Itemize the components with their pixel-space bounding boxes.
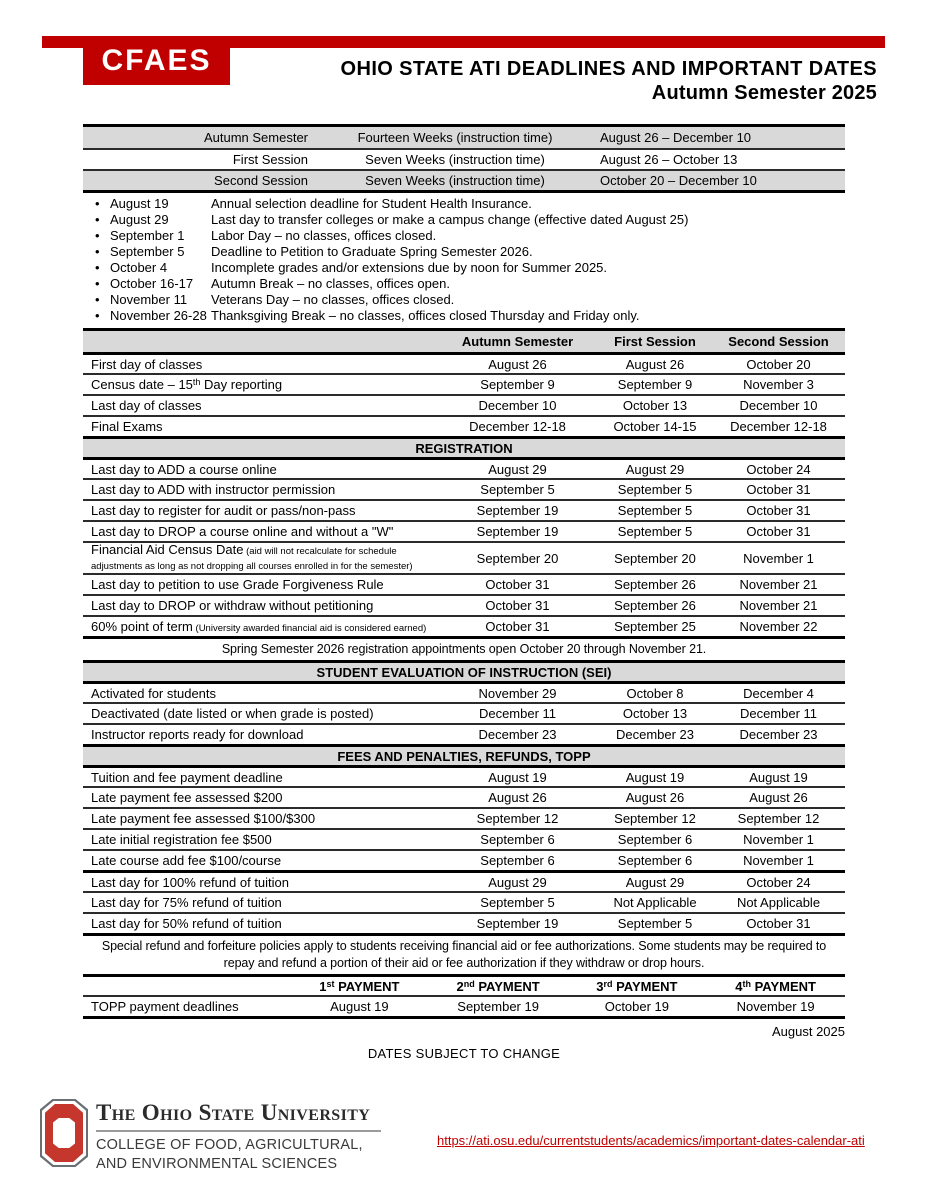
session-name: Second Session <box>214 173 308 188</box>
block-o-icon <box>40 1099 88 1167</box>
cell-value: September 20 <box>614 550 696 566</box>
table-row <box>83 849 845 870</box>
cell-value: September 5 <box>617 524 693 539</box>
session-length: Seven Weeks (instruction time) <box>365 173 545 188</box>
table-row <box>83 520 845 541</box>
key-date-item <box>95 228 845 244</box>
row-label: Late initial registration fee $500 <box>91 832 272 847</box>
row-label: Instructor reports ready for download <box>91 727 304 742</box>
table-row <box>83 828 845 849</box>
session-row <box>83 148 845 169</box>
cell-value: December 23 <box>739 727 818 742</box>
cell-value: October 31 <box>485 598 550 613</box>
key-date: September 1 <box>110 228 185 243</box>
table-row <box>83 870 845 891</box>
ordinal-superscript: nd <box>463 978 475 989</box>
note-line: repay and refund a portion of their aid or fee authorization if they withdraw or drop hours. <box>223 956 705 970</box>
cell-value: September 5 <box>480 482 555 497</box>
cell-value: August 29 <box>625 461 685 477</box>
row-label: Last day to ADD with instructor permission <box>91 482 336 497</box>
row-label: Last day to DROP a course online and without a "W" <box>91 524 394 539</box>
cell-value: October 31 <box>485 577 550 592</box>
cell-value: October 19 <box>604 999 670 1014</box>
cell-value: December 23 <box>478 727 557 742</box>
table-note-row <box>83 933 845 974</box>
cell-value: October 8 <box>626 685 684 701</box>
cell-value: November 29 <box>478 685 557 701</box>
table-row <box>83 786 845 807</box>
bullet-icon: • <box>95 260 100 275</box>
key-dates-list <box>95 196 845 324</box>
wordmark-divider <box>96 1130 381 1132</box>
ordinal-superscript: th <box>742 978 751 989</box>
row-label: Late payment fee assessed $200 <box>91 790 283 805</box>
cell-value: September 26 <box>614 577 696 592</box>
key-date-item <box>95 276 845 292</box>
cfaes-logo-text: CFAES <box>101 43 212 77</box>
cell-value: August 29 <box>488 461 547 477</box>
row-label: Final Exams <box>91 419 163 434</box>
table-row <box>83 995 845 1016</box>
payment-column-header: 2nd PAYMENT <box>456 978 540 994</box>
row-label-fine-print: (aid will not recalculate for schedule adjustments as long as not dropping all courses enrolled in for the semester) <box>91 546 413 572</box>
section-header-row: STUDENT EVALUATION OF INSTRUCTION (SEI) <box>83 660 845 681</box>
column-header: Second Session <box>728 334 829 349</box>
key-date: November 11 <box>110 292 188 307</box>
table-row <box>83 373 845 394</box>
key-date-item <box>95 308 845 324</box>
cell-value: September 19 <box>476 503 559 518</box>
cell-value: December 12-18 <box>730 419 827 434</box>
cell-value: November 3 <box>743 377 814 392</box>
bullet-icon: • <box>95 308 100 323</box>
table-row <box>83 807 845 828</box>
cell-value: September 25 <box>614 619 696 634</box>
key-date: September 5 <box>110 244 185 259</box>
cell-value: October 31 <box>746 482 811 497</box>
cell-value: August 26 <box>488 790 547 805</box>
cell-value: August 19 <box>488 769 547 785</box>
table-row <box>83 594 845 615</box>
row-label: Census date – 15th Day reporting <box>91 377 283 392</box>
cell-value: December 10 <box>739 398 818 413</box>
cell-value: September 5 <box>617 482 693 497</box>
row-label: Last day for 50% refund of tuition <box>91 916 282 931</box>
row-label: Last day to petition to use Grade Forgiveness Rule <box>91 577 384 592</box>
row-label: Late course add fee $100/course <box>91 853 282 868</box>
cell-value: August 19 <box>625 769 685 785</box>
cell-value: August 19 <box>330 999 389 1014</box>
bullet-icon: • <box>95 228 100 243</box>
row-label: TOPP payment deadlines <box>91 999 239 1014</box>
cell-value: September 6 <box>617 853 693 868</box>
cell-value: September 9 <box>480 377 555 392</box>
cell-value: October 14-15 <box>613 419 697 434</box>
note-line: Spring Semester 2026 registration appointments open October 20 through November 21. <box>221 642 707 656</box>
key-date-description: Autumn Break – no classes, offices open. <box>211 276 450 291</box>
page-subtitle: Autumn Semester 2025 <box>651 82 877 104</box>
cell-value: December 10 <box>478 398 557 413</box>
column-header-row <box>83 331 845 352</box>
cell-value: August 26 <box>488 356 547 372</box>
payment-column-header: 3rd PAYMENT <box>596 978 678 994</box>
section-header-row: REGISTRATION <box>83 436 845 457</box>
table-row <box>83 573 845 594</box>
payment-header-row <box>83 974 845 995</box>
cell-value: December 23 <box>615 727 695 742</box>
cell-value: September 26 <box>614 598 696 613</box>
row-label: Activated for students <box>91 685 217 701</box>
key-date-description: Incomplete grades and/or extensions due by noon for Summer 2025. <box>211 260 608 275</box>
cell-value: November 1 <box>743 550 814 566</box>
key-date: August 19 <box>110 196 169 211</box>
table-row <box>83 891 845 912</box>
session-name: Autumn Semester <box>203 130 308 145</box>
row-label: Last day to DROP or withdraw without petitioning <box>91 598 374 613</box>
cell-value: September 5 <box>480 895 555 910</box>
key-date-item <box>95 292 845 308</box>
cell-value: September 19 <box>476 916 559 931</box>
cell-value: September 5 <box>617 916 693 931</box>
cell-value: August 26 <box>749 790 808 805</box>
table-row <box>83 723 845 744</box>
table-row <box>83 541 845 573</box>
cell-value: October 13 <box>622 398 688 413</box>
session-dates: October 20 – December 10 <box>600 173 757 188</box>
row-label: Financial Aid Census Date (aid will not recalculate for schedule adjustments as long as not dropping all courses enrolled in for the semester) <box>91 542 413 572</box>
row-label: Last day of classes <box>91 398 202 413</box>
cell-value: Not Applicable <box>613 895 697 910</box>
cell-value: August 29 <box>625 874 685 890</box>
issued-date: August 2025 <box>771 1024 845 1039</box>
page-content <box>83 124 845 1061</box>
row-label: Tuition and fee payment deadline <box>91 769 283 785</box>
cell-value: Not Applicable <box>736 895 821 910</box>
bullet-icon: • <box>95 244 100 259</box>
cell-value: September 12 <box>614 811 696 826</box>
cell-value: September 5 <box>617 503 693 518</box>
cell-value: September 6 <box>480 832 555 847</box>
cell-value: October 31 <box>485 619 550 634</box>
session-dates: August 26 – October 13 <box>600 152 738 167</box>
payment-column-header: 1st PAYMENT <box>319 978 400 994</box>
table-row <box>83 702 845 723</box>
cell-value: October 31 <box>746 916 811 931</box>
session-dates: August 26 – December 10 <box>600 130 752 145</box>
cell-value: November 21 <box>739 598 818 613</box>
session-row <box>83 127 845 148</box>
cell-value: December 11 <box>739 706 818 721</box>
column-header: Autumn Semester <box>461 334 574 349</box>
table-row <box>83 499 845 520</box>
payment-column-header: 4th PAYMENT <box>735 978 816 994</box>
table-row <box>83 352 845 373</box>
key-date: October 16-17 <box>110 276 194 291</box>
key-date-item <box>95 244 845 260</box>
cell-value: November 19 <box>736 999 815 1014</box>
college-name-line2: AND ENVIRONMENTAL SCIENCES <box>96 1156 338 1172</box>
table-note-row <box>83 636 845 660</box>
bullet-icon: • <box>95 212 100 227</box>
note-line: Special refund and forfeiture policies apply to students receiving financial aid or fee authorizations. Some students may be required to <box>101 939 827 953</box>
table-row <box>83 912 845 933</box>
calendar-link[interactable]: https://ati.osu.edu/currentstudents/academics/important-dates-calendar-ati <box>437 1133 865 1148</box>
row-label: Last day for 75% refund of tuition <box>91 895 282 910</box>
table-row <box>83 457 845 478</box>
column-header: First Session <box>614 334 696 349</box>
row-label: Late payment fee assessed $100/$300 <box>91 811 316 826</box>
college-name-line1: COLLEGE OF FOOD, AGRICULTURAL, <box>96 1137 363 1153</box>
row-label: Last day to register for audit or pass/non-pass <box>91 503 356 518</box>
row-label: Last day to ADD a course online <box>91 461 277 477</box>
bullet-icon: • <box>95 196 100 211</box>
key-date-description: Last day to transfer colleges or make a campus change (effective dated August 25) <box>211 212 689 227</box>
cell-value: October 31 <box>746 503 811 518</box>
session-length: Fourteen Weeks (instruction time) <box>357 130 553 145</box>
cell-value: November 1 <box>743 853 814 868</box>
university-wordmark <box>96 1100 416 1174</box>
table-row <box>83 765 845 786</box>
key-date: August 29 <box>110 212 169 227</box>
page-title: OHIO STATE ATI DEADLINES AND IMPORTANT DATES <box>340 58 877 80</box>
table-row <box>83 394 845 415</box>
row-label: Deactivated (date listed or when grade is posted) <box>91 706 374 721</box>
ordinal-superscript: rd <box>603 978 613 989</box>
table-row <box>83 681 845 702</box>
table-row <box>83 478 845 499</box>
deadlines-table <box>83 328 845 1019</box>
cell-value: December 11 <box>478 706 557 721</box>
bullet-icon: • <box>95 276 100 291</box>
bullet-icon: • <box>95 292 100 307</box>
cell-value: September 6 <box>617 832 693 847</box>
key-date-description: Thanksgiving Break – no classes, offices closed Thursday and Friday only. <box>211 308 640 323</box>
row-label: 60% point of term (University awarded financial aid is considered earned) <box>91 619 427 634</box>
row-label-fine-print: (University awarded financial aid is considered earned) <box>192 623 427 634</box>
ordinal-superscript: th <box>192 377 201 387</box>
session-row <box>83 169 845 190</box>
cell-value: October 31 <box>746 524 811 539</box>
cell-value: August 19 <box>749 769 808 785</box>
section-header-row: FEES AND PENALTIES, REFUNDS, TOPP <box>83 744 845 765</box>
cell-value: September 12 <box>476 811 559 826</box>
session-length: Seven Weeks (instruction time) <box>365 152 545 167</box>
university-name: The Ohio State University <box>96 1100 371 1125</box>
key-date-item <box>95 196 845 212</box>
key-date-description: Veterans Day – no classes, offices closed. <box>211 292 455 307</box>
key-date-description: Labor Day – no classes, offices closed. <box>211 228 437 243</box>
cell-value: August 26 <box>625 790 685 805</box>
cell-value: September 19 <box>476 524 559 539</box>
ordinal-superscript: st <box>326 978 335 989</box>
session-name: First Session <box>232 152 308 167</box>
row-label: Last day for 100% refund of tuition <box>91 874 290 890</box>
cell-value: December 12-18 <box>469 419 566 434</box>
key-date-description: Deadline to Petition to Graduate Spring Semester 2026. <box>211 244 533 259</box>
key-date: October 4 <box>110 260 168 275</box>
cell-value: August 29 <box>488 874 547 890</box>
subject-to-change-note: DATES SUBJECT TO CHANGE <box>367 1046 561 1061</box>
cell-value: September 12 <box>737 811 820 826</box>
cell-value: September 20 <box>476 550 559 566</box>
cell-value: September 19 <box>457 999 539 1014</box>
cfaes-logo <box>83 36 230 85</box>
row-label: First day of classes <box>91 356 203 372</box>
cell-value: October 20 <box>746 356 811 372</box>
title-block <box>341 57 877 106</box>
cell-value: October 24 <box>746 874 811 890</box>
cell-value: September 6 <box>480 853 555 868</box>
cell-value: November 1 <box>743 832 814 847</box>
key-date-item <box>95 260 845 276</box>
cell-value: August 26 <box>625 356 685 372</box>
key-date-description: Annual selection deadline for Student Health Insurance. <box>211 196 532 211</box>
session-overview-table <box>83 124 845 193</box>
cell-value: October 24 <box>746 461 811 477</box>
cell-value: September 9 <box>617 377 693 392</box>
key-date-item <box>95 212 845 228</box>
cell-value: November 22 <box>739 619 818 634</box>
key-date: November 26-28 <box>110 308 207 323</box>
cell-value: December 4 <box>743 685 814 701</box>
table-row <box>83 615 845 636</box>
cell-value: November 21 <box>739 577 818 592</box>
cell-value: October 13 <box>622 706 688 721</box>
table-row <box>83 415 845 436</box>
